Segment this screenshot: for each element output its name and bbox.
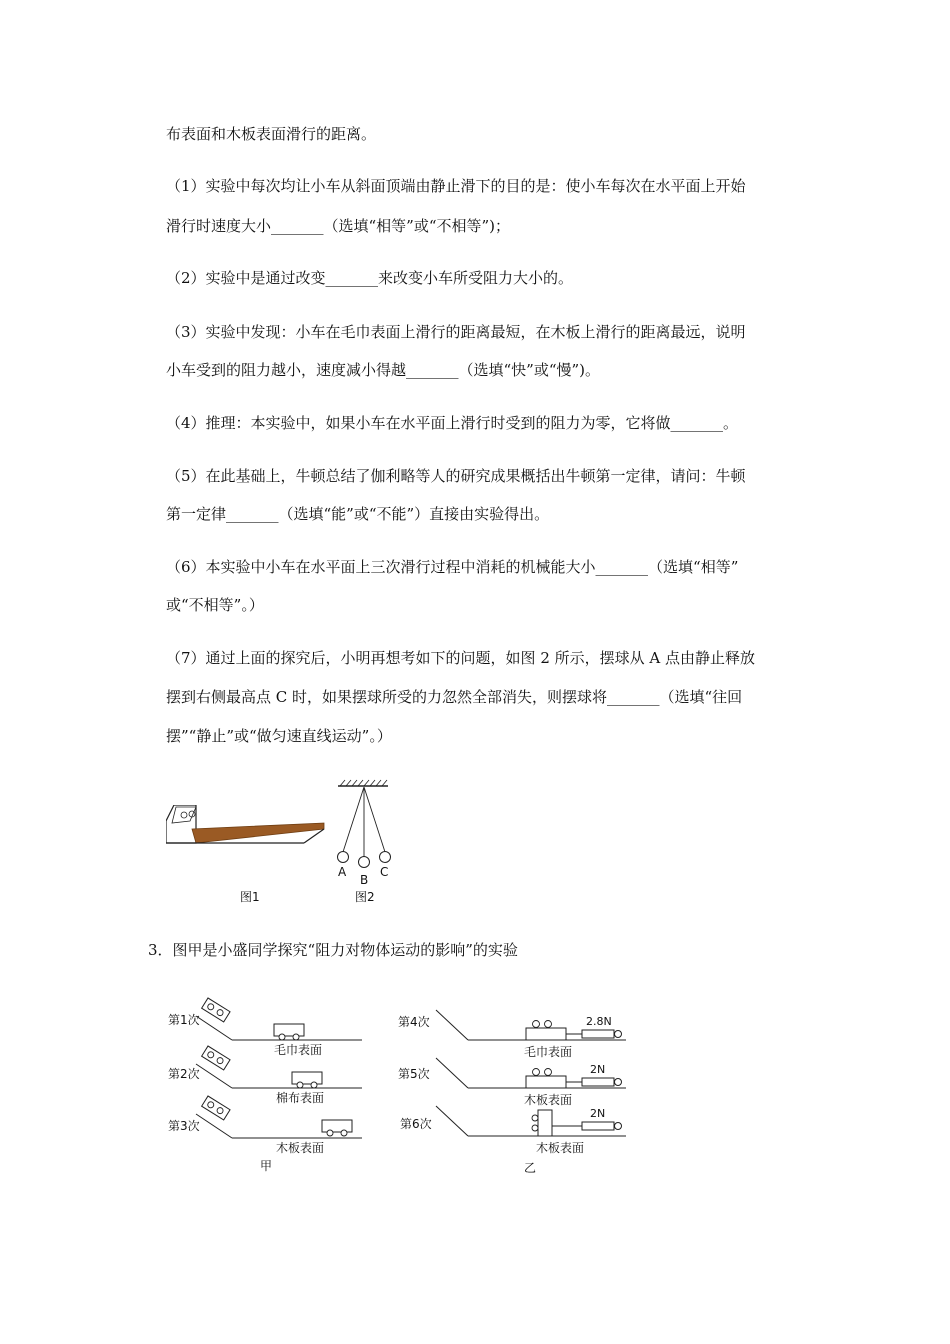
weight-icon <box>533 1069 540 1076</box>
q2-line1: （2）实验中是通过改变_______来改变小车所受阻力大小的。 <box>166 269 574 287</box>
intro-line: 布表面和木板表面滑行的距离。 <box>166 125 377 143</box>
q1-line1: （1）实验中每次均让小车从斜面顶端由静止滑下的目的是：使小车每次在水平面上开始 <box>166 177 746 195</box>
trial5-surface: 木板表面 <box>524 1093 573 1107</box>
trial4-force: 2.8N <box>586 1015 612 1028</box>
q5-line1: （5）在此基础上，牛顿总结了伽利略等人的研究成果概括出牛顿第一定律，请问：牛顿 <box>166 467 746 485</box>
q4-line1: （4）推理：本实验中，如果小车在水平面上滑行时受到的阻力为零，它将做_______。 <box>166 414 739 432</box>
figure1-ramp-board <box>166 805 328 851</box>
block-icon <box>526 1076 566 1088</box>
slope-3 <box>196 1114 232 1138</box>
ball-a <box>338 852 349 863</box>
figure-jia-caption: 甲 <box>260 1159 273 1173</box>
ramp-cart-icon <box>202 1046 230 1070</box>
q3-line2: 小车受到的阻力越小，速度减小得越_______（选填“快”或“慢”)。 <box>166 361 601 379</box>
trial1-surface: 毛巾表面 <box>274 1043 323 1057</box>
upright-block-icon <box>538 1110 552 1136</box>
q6-line1: （6）本实验中小车在水平面上三次滑行过程中消耗的机械能大小_______（选填“相等” <box>166 558 739 576</box>
wheel-icon <box>293 1034 299 1040</box>
trial5-label: 第5次 <box>398 1067 430 1081</box>
trial2-surface: 棉布表面 <box>276 1091 325 1105</box>
ramp-cart-icon <box>202 998 230 1022</box>
weight-icon <box>545 1021 552 1028</box>
wheel-icon <box>327 1130 333 1136</box>
scale-ring-icon <box>615 1079 622 1086</box>
trial2-label: 第2次 <box>168 1067 200 1081</box>
trial6-surface: 木板表面 <box>536 1141 585 1155</box>
wheel-icon <box>279 1034 285 1040</box>
cart-icon <box>322 1120 352 1132</box>
trial4-label: 第4次 <box>398 1015 430 1029</box>
ball-b <box>359 857 370 868</box>
trial3-surface: 木板表面 <box>276 1141 325 1155</box>
weight-icon <box>533 1021 540 1028</box>
q3-line1: （3）实验中发现：小车在毛巾表面上滑行的距离最短，在木板上滑行的距离最远，说明 <box>166 323 746 341</box>
figure2-pendulum <box>328 778 400 890</box>
wheel-icon <box>297 1082 303 1088</box>
string-c <box>364 787 385 852</box>
spring-scale-icon <box>582 1122 614 1130</box>
q7-line3: 摆”“静止”或“做匀速直线运动”。） <box>166 727 392 745</box>
cart-icon <box>292 1072 322 1084</box>
slope-5 <box>436 1058 468 1088</box>
q1-line2: 滑行时速度大小_______（选填“相等”或“不相等”)； <box>166 217 511 235</box>
q7-line1: （7）通过上面的探究后，小明再想考如下的问题，如图 2 所示，摆球从 A 点由静止释放 <box>166 649 755 667</box>
trial1-label: 第1次 <box>168 1013 200 1027</box>
weight-icon <box>532 1115 538 1121</box>
wood-board <box>192 823 324 843</box>
wheel-icon <box>311 1082 317 1088</box>
slope-1 <box>196 1016 232 1040</box>
trial4-surface: 毛巾表面 <box>524 1045 573 1059</box>
slope-4 <box>436 1010 468 1040</box>
slope-2 <box>196 1064 232 1088</box>
wheel-icon <box>341 1130 347 1136</box>
spring-scale-icon <box>582 1030 614 1038</box>
weight-icon <box>545 1069 552 1076</box>
ball-c <box>380 852 391 863</box>
weight-icon <box>532 1125 538 1131</box>
figure-jia <box>164 992 366 1174</box>
q7-line2: 摆到右侧最高点 C 时，如果摆球所受的力忽然全部消失，则摆球将_______（选填“往回 <box>166 688 743 706</box>
scale-ring-icon <box>615 1123 622 1130</box>
scale-ring-icon <box>615 1031 622 1038</box>
point-c-label: C <box>380 865 389 879</box>
trial5-force: 2N <box>590 1063 606 1076</box>
point-a-label: A <box>338 865 347 879</box>
ceiling-hatch <box>340 780 387 786</box>
string-a <box>343 787 364 852</box>
figure2-caption: 图2 <box>355 890 375 904</box>
cart-icon <box>274 1024 304 1036</box>
point-b-label: B <box>360 873 369 887</box>
spring-scale-icon <box>582 1078 614 1086</box>
q5-line2: 第一定律_______（选填“能”或“不能”）直接由实验得出。 <box>166 505 550 523</box>
figure-yi-caption: 乙 <box>524 1161 537 1175</box>
q6-line2: 或“不相等”。） <box>166 596 264 614</box>
ramp-cart-icon <box>202 1096 230 1120</box>
trial3-label: 第3次 <box>168 1119 200 1133</box>
trial6-force: 2N <box>590 1107 606 1120</box>
figure-yi <box>396 1000 632 1178</box>
question3-text: 3．图甲是小盛同学探究“阻力对物体运动的影响”的实验 <box>148 941 518 959</box>
trial6-label: 第6次 <box>400 1117 432 1131</box>
block-icon <box>526 1028 566 1040</box>
slope-6 <box>436 1106 468 1136</box>
figure1-caption: 图1 <box>240 890 260 904</box>
